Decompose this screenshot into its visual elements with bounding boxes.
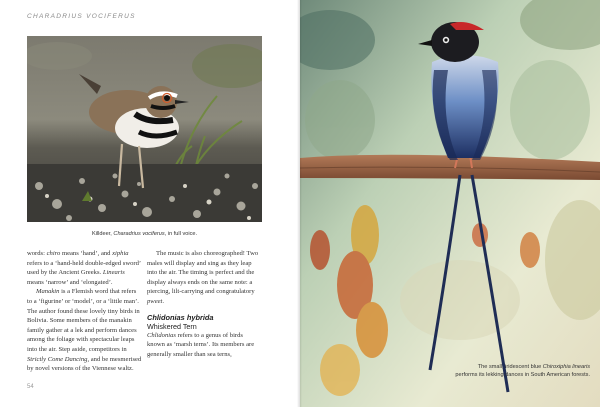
caption-prefix: Killdeer,	[91, 231, 114, 237]
running-head: CHARADRIUS VOCIFERUS	[27, 13, 136, 20]
text-run: means ‘hand’, and	[60, 250, 113, 257]
section-subtitle: Whiskered Tern	[147, 321, 197, 331]
right-page	[300, 0, 600, 407]
right-caption-line2: performs its lekking dances in South American forests.	[455, 371, 590, 378]
paragraph-music	[147, 249, 262, 307]
text-run: refers to a ‘hand-held double-edged sword’ used by the Ancient Greeks.	[27, 259, 141, 277]
photo-caption	[27, 231, 262, 237]
caption-species: Charadrius vociferus	[113, 231, 165, 237]
text-run: refers to a genus of birds known as ‘marsh terns’. Its members are generally smaller than sea terns,	[147, 331, 255, 358]
paragraph-etymology	[27, 249, 142, 287]
section-title: Chlidonias hybrida	[147, 312, 214, 322]
italic-term: chiro	[46, 250, 61, 257]
caption-suffix: , in full voice.	[164, 231, 198, 237]
text-run: .	[162, 297, 165, 305]
body-column-right	[147, 249, 262, 359]
killdeer-illustration	[27, 36, 262, 222]
paragraph-chlidonias	[147, 331, 262, 360]
text-run: The music is also choreographed! Two males will display and sing as they leap into the air. The timing is perfect and the display always ends on the same note: a piercing, lilt-carrying and congratulatory	[147, 250, 259, 296]
italic-term: Strictly Come Dancing	[27, 355, 88, 363]
body-column-left	[27, 249, 142, 374]
paragraph-manakin	[27, 287, 142, 373]
illustration-caption	[450, 364, 590, 379]
book-gutter	[297, 0, 302, 407]
italic-term: Manakin	[36, 288, 60, 296]
italic-term: pweet	[147, 297, 163, 305]
killdeer-photo	[27, 36, 262, 222]
text-run: means ‘narrow’ and ‘elongated’.	[27, 278, 113, 286]
italic-term: Linearis	[102, 269, 125, 277]
manakin-watercolor	[300, 0, 600, 407]
right-caption-prefix: The small, iridescent blue	[477, 364, 543, 370]
page-number: 54	[27, 384, 34, 390]
text-run: , and be mesmerised by novel versions of the Viennese waltz.	[27, 355, 142, 373]
text-run: is a Flemish word that refers to a ‘figurine’ or ‘model’, or a ‘little man’. The author found these lovely tiny birds in Bolivia. Some members of the manakin family gather at a lek and perform dances among the foliage with spectacular leaps into the air. Step aside, competitors in	[27, 288, 140, 353]
right-caption-species: Chiroxiphia linearis	[542, 364, 590, 370]
text-run: words:	[27, 250, 47, 257]
italic-term: xiphia	[112, 250, 129, 257]
italic-term: Chlidonias	[147, 331, 176, 339]
